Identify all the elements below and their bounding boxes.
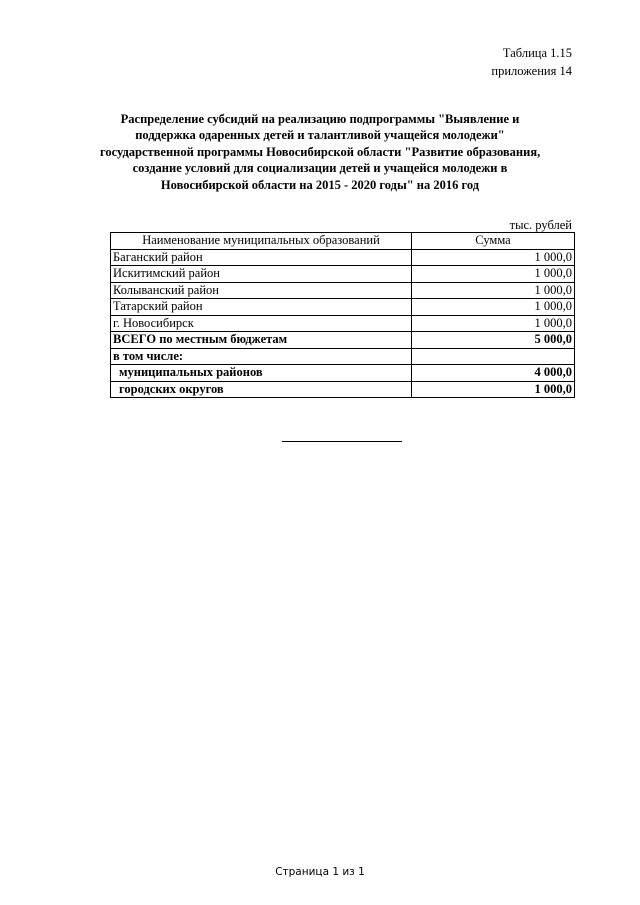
row-name: г. Новосибирск <box>111 315 412 332</box>
row-name: Искитимский район <box>111 266 412 283</box>
subsidy-table <box>110 232 575 398</box>
title-line: государственной программы Новосибирской области "Развитие образования, <box>100 144 541 159</box>
title-line: создание условий для социализации детей и учащейся молодежи в <box>132 161 508 176</box>
row-name: в том числе: <box>111 348 412 365</box>
row-value: 1 000,0 <box>412 249 575 266</box>
row-value: 1 000,0 <box>412 315 575 332</box>
title-line: Новосибирской области на 2015 - 2020 годы" на 2016 год <box>160 177 480 192</box>
row-name: Баганский район <box>111 249 412 266</box>
row-value: 1 000,0 <box>412 266 575 283</box>
table-row <box>111 315 575 332</box>
row-value: 4 000,0 <box>412 365 575 382</box>
end-divider <box>282 441 402 442</box>
row-value: 1 000,0 <box>412 381 575 398</box>
title-line: поддержка одаренных детей и талантливой учащейся молодежи" <box>135 128 505 143</box>
row-name: муниципальных районов <box>111 365 412 382</box>
total-row <box>111 332 575 349</box>
row-name: ВСЕГО по местным бюджетам <box>111 332 412 349</box>
row-value: 1 000,0 <box>412 299 575 316</box>
page-footer: Страница 1 из 1 <box>275 866 365 878</box>
table-row <box>111 282 575 299</box>
row-name: Татарский район <box>111 299 412 316</box>
row-name: Колыванский район <box>111 282 412 299</box>
column-header-sum: Сумма <box>412 233 575 250</box>
row-value: 1 000,0 <box>412 282 575 299</box>
subtotal-row <box>111 381 575 398</box>
subtotal-row <box>111 365 575 382</box>
column-header-name: Наименование муниципальных образований <box>111 233 412 250</box>
title-line: Распределение субсидий на реализацию подпрограммы "Выявление и <box>120 112 520 126</box>
units-label: тыс. рублей <box>509 218 572 232</box>
table-row <box>111 299 575 316</box>
document-title <box>100 111 540 193</box>
subtotal-heading-row <box>111 348 575 365</box>
table-row <box>111 266 575 283</box>
row-value <box>412 348 575 365</box>
appendix-reference: приложения 14 <box>491 64 572 78</box>
table-row <box>111 249 575 266</box>
row-value: 5 000,0 <box>412 332 575 349</box>
row-name: городских округов <box>111 381 412 398</box>
table-header-row <box>111 233 575 250</box>
table-reference: Таблица 1.15 <box>502 46 572 60</box>
